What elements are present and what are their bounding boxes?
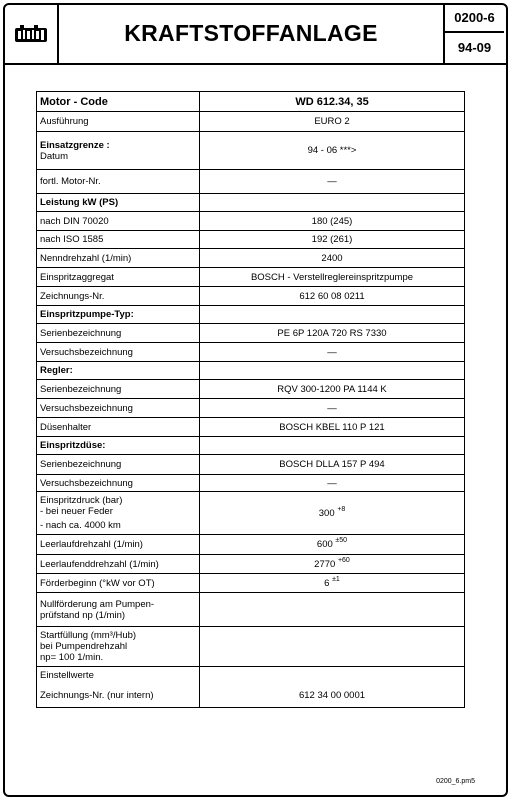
- row-value: 192 (261): [200, 231, 465, 249]
- value-tolerance: +60: [337, 556, 350, 564]
- row-value: [200, 627, 465, 667]
- row-value: 612 34 00 0001: [200, 684, 465, 708]
- row-value: 2400: [200, 249, 465, 268]
- logo-box: [3, 3, 59, 63]
- row-value: [200, 667, 465, 684]
- row-value: [200, 593, 465, 627]
- document-date: 94-09: [457, 39, 492, 55]
- value-tolerance: ±1: [332, 575, 340, 583]
- table-row: [37, 627, 465, 667]
- row-value: [200, 362, 465, 380]
- row-key-text: - nach ca. 4000 km: [40, 520, 121, 531]
- value-text: 2770: [314, 558, 336, 570]
- row-key-text: - bei neuer Feder: [40, 506, 113, 517]
- row-key: Zeichnungs-Nr. (nur intern): [37, 684, 200, 708]
- table-row: [37, 324, 465, 343]
- row-value: 180 (245): [200, 212, 465, 231]
- table-row: [37, 287, 465, 306]
- row-key: [37, 627, 200, 667]
- row-key: Leerlaufdrehzahl (1/min): [37, 535, 200, 555]
- table-row: [37, 306, 465, 324]
- row-key: Versuchsbezeichnung: [37, 475, 200, 492]
- header-value: WD 612.34, 35: [200, 92, 465, 112]
- document-code-box: [443, 3, 504, 63]
- row-value: —: [200, 343, 465, 362]
- value-text: 600: [316, 539, 333, 550]
- row-value: [200, 306, 465, 324]
- row-key: Nenndrehzahl (1/min): [37, 249, 200, 268]
- row-key-text: Startfüllung (mm³/Hub): [40, 630, 137, 641]
- row-key: Versuchsbezeichnung: [37, 343, 200, 362]
- row-key: Zeichnungs-Nr.: [37, 287, 200, 306]
- table-row: [37, 455, 465, 475]
- table-row: [37, 212, 465, 231]
- row-key: nach ISO 1585: [37, 231, 200, 249]
- table-row: [37, 399, 465, 418]
- row-key: nach DIN 70020: [37, 212, 200, 231]
- table-row: [37, 574, 465, 593]
- row-value: —: [200, 170, 465, 194]
- row-key: Einstellwerte: [37, 667, 200, 684]
- row-key: Serienbezeichnung: [37, 455, 200, 475]
- row-value: EURO 2: [200, 112, 465, 132]
- row-key-text: Datum: [40, 150, 68, 162]
- table-row: [37, 112, 465, 132]
- spec-table: [36, 91, 465, 708]
- value-text: 6: [324, 577, 330, 589]
- row-key: [37, 132, 200, 170]
- table-row: [37, 170, 465, 194]
- table-row: [37, 535, 465, 555]
- table-row: [37, 343, 465, 362]
- value-text: 300: [318, 507, 335, 519]
- row-key: Förderbeginn (°kW vor OT): [37, 574, 200, 593]
- row-key-text: np= 100 1/min.: [40, 652, 104, 663]
- row-value: [200, 492, 465, 535]
- row-key: [37, 593, 200, 627]
- row-key: Düsenhalter: [37, 418, 200, 437]
- row-key: Versuchsbezeichnung: [37, 399, 200, 418]
- footer-filename: 0200_6.pm5: [436, 778, 475, 785]
- row-value: RQV 300-1200 PA 1144 K: [200, 380, 465, 399]
- row-key-text: bei Pumpendrehzahl: [40, 641, 128, 652]
- section-title: Einspritzdüse:: [37, 437, 200, 455]
- section-title: Einspritzpumpe-Typ:: [37, 306, 200, 324]
- row-value: —: [200, 475, 465, 492]
- row-key: Serienbezeichnung: [37, 324, 200, 343]
- row-key: Serienbezeichnung: [37, 380, 200, 399]
- engine-logo-icon: [14, 25, 48, 43]
- table-row: [37, 667, 465, 684]
- table-row: [37, 437, 465, 455]
- row-key-text: Nullförderung am Pumpen-: [40, 598, 155, 610]
- table-row: [37, 492, 465, 535]
- table-row: [37, 194, 465, 212]
- table-row: [37, 593, 465, 627]
- page-header: [3, 3, 508, 65]
- row-key-text: Einspritzdruck (bar): [40, 495, 123, 506]
- row-value: [200, 194, 465, 212]
- row-value: BOSCH - Verstellreglereinspritzpumpe: [200, 268, 465, 287]
- row-value: —: [200, 399, 465, 418]
- document-code: 0200-6: [445, 3, 504, 33]
- table-row: [37, 231, 465, 249]
- value-tolerance: +8: [337, 505, 346, 513]
- section-title: Regler:: [37, 362, 200, 380]
- table-row: [37, 132, 465, 170]
- header-key: Motor - Code: [37, 92, 200, 112]
- table-row: [37, 362, 465, 380]
- table-row: [37, 249, 465, 268]
- section-title: Einsatzgrenze :: [40, 139, 110, 151]
- section-title: Leistung kW (PS): [37, 194, 200, 212]
- row-value: 612 60 08 0211: [200, 287, 465, 306]
- table-row: [37, 555, 465, 574]
- page-title: KRAFTSTOFFANLAGE: [124, 19, 378, 46]
- table-row: [37, 380, 465, 399]
- table-row: [37, 268, 465, 287]
- table-row: [37, 684, 465, 708]
- row-value: [200, 535, 465, 555]
- row-key: Leerlaufenddrehzahl (1/min): [37, 555, 200, 574]
- row-key: fortl. Motor-Nr.: [37, 170, 200, 194]
- row-value: BOSCH KBEL 110 P 121: [200, 418, 465, 437]
- row-key-text: prüfstand np (1/min): [40, 609, 126, 621]
- value-tolerance: ±50: [335, 537, 348, 544]
- table-row: [37, 475, 465, 492]
- row-value: 94 - 06 ***>: [200, 132, 465, 170]
- table-row: [37, 418, 465, 437]
- table-header-row: [37, 92, 465, 112]
- row-key: Ausführung: [37, 112, 200, 132]
- row-key: [37, 492, 200, 535]
- row-value: [200, 437, 465, 455]
- row-value: [200, 555, 465, 574]
- row-value: [200, 574, 465, 593]
- row-value: BOSCH DLLA 157 P 494: [200, 455, 465, 475]
- row-key: Einspritzaggregat: [37, 268, 200, 287]
- row-value: PE 6P 120A 720 RS 7330: [200, 324, 465, 343]
